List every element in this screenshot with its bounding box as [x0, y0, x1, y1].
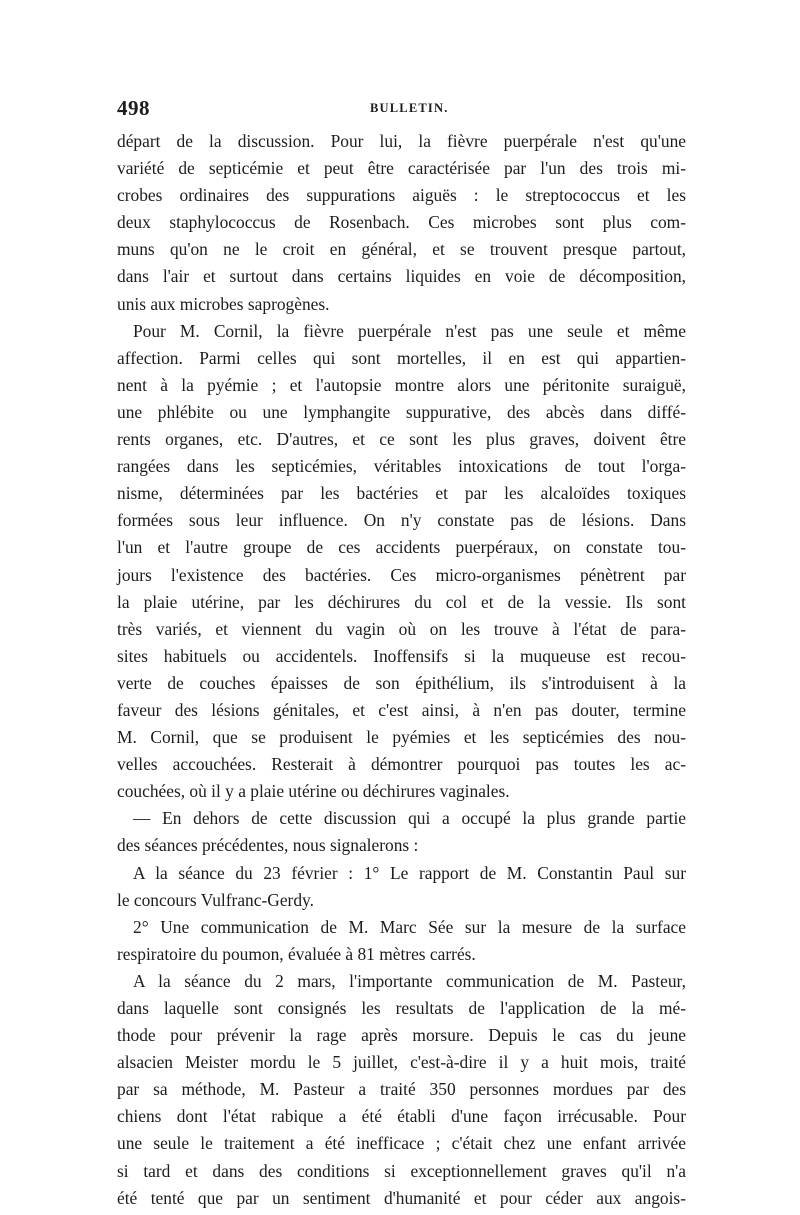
text-line: thode pour prévenir la rage après morsure. Depuis le cas du jeune: [117, 1025, 686, 1046]
text-line: très variés, et viennent du vagin où on les trouve à l'état de para-: [117, 618, 686, 639]
text-line: unis aux microbes saprogènes.: [117, 293, 330, 314]
text-line: une phlébite ou une lymphangite suppurative, des abcès dans diffé-: [117, 401, 686, 422]
text-line: affection. Parmi celles qui sont mortelles, il en est qui appartien-: [117, 347, 686, 368]
text-line: crobes ordinaires des suppurations aiguës : le streptococcus et les: [117, 185, 686, 206]
running-head: [117, 96, 687, 122]
text-line: rents organes, etc. D'autres, et ce sont les plus graves, doivent être: [117, 429, 686, 450]
text-line: la plaie utérine, par les déchirures du col et de la vessie. Ils sont: [117, 591, 686, 612]
text-line: 2° Une communication de M. Marc Sée sur la mesure de la surface: [133, 916, 686, 937]
text-line: A la séance du 23 février : 1° Le rapport de M. Constantin Paul sur: [133, 862, 686, 883]
text-line: variété de septicémie et peut être caractérisée par l'un des trois mi-: [117, 158, 686, 179]
text-line: rangées dans les septicémies, véritables intoxications de tout l'orga-: [117, 456, 686, 477]
text-line: faveur des lésions génitales, et c'est ainsi, à n'en pas douter, termine: [117, 699, 686, 720]
text-line: nisme, déterminées par les bactéries et par les alcaloïdes toxiques: [117, 483, 686, 504]
text-line: formées sous leur influence. On n'y constate pas de lésions. Dans: [117, 510, 686, 531]
body-text: [117, 128, 686, 1212]
text-line: si tard et dans des conditions si exceptionnellement graves qu'il n'a: [117, 1160, 686, 1181]
text-line: une seule le traitement a été inefficace ; c'était chez une enfant arrivée: [117, 1133, 686, 1154]
text-line: jours l'existence des bactéries. Ces micro-organismes pénètrent par: [117, 564, 686, 585]
text-line: alsacien Meister mordu le 5 juillet, c'est-à-dire il y a huit mois, traité: [117, 1052, 686, 1073]
text-line: sites habituels ou accidentels. Inoffensifs si la muqueuse est recou-: [117, 645, 686, 666]
text-line: nent à la pyémie ; et l'autopsie montre alors une péritonite suraiguë,: [117, 374, 686, 395]
text-line: par sa méthode, M. Pasteur a traité 350 personnes mordues par des: [117, 1079, 686, 1100]
text-line: Pour M. Cornil, la fièvre puerpérale n'est pas une seule et même: [133, 320, 686, 341]
text-line: le concours Vulfranc-Gerdy.: [117, 889, 314, 910]
text-line: des séances précédentes, nous signalerons :: [117, 835, 419, 856]
text-line: dans laquelle sont consignés les resultats de l'application de la mé-: [117, 998, 686, 1018]
text-line: l'un et l'autre groupe de ces accidents puerpéraux, on constate tou-: [117, 537, 686, 558]
text-line: velles accouchées. Resterait à démontrer pourquoi pas toutes les ac-: [117, 754, 686, 775]
text-line: muns qu'on ne le croit en général, et se trouvent presque partout,: [117, 239, 686, 260]
text-line: M. Cornil, que se produisent le pyémies et les septicémies des nou-: [117, 727, 686, 748]
text-line: respiratoire du poumon, évaluée à 81 mètres carrés.: [117, 943, 476, 964]
text-line: dans l'air et surtout dans certains liquides en voie de décomposition,: [117, 266, 686, 287]
page-number: 498: [117, 96, 150, 120]
text-line: deux staphylococcus de Rosenbach. Ces microbes sont plus com-: [117, 212, 686, 233]
text-line: verte de couches épaisses de son épithélium, ils s'introduisent à la: [117, 672, 686, 693]
text-line: chiens dont l'état rabique a été établi d'une façon irrécusable. Pour: [117, 1106, 686, 1127]
text-line: — En dehors de cette discussion qui a occupé la plus grande partie: [133, 808, 686, 829]
text-line: couchées, où il y a plaie utérine ou déchirures vaginales.: [117, 781, 510, 802]
text-line: été tenté que par un sentiment d'humanité et pour céder aux angois-: [117, 1187, 686, 1208]
running-title: BULLETIN.: [370, 101, 449, 115]
text-line: départ de la discussion. Pour lui, la fièvre puerpérale n'est qu'une: [117, 131, 686, 151]
text-line: A la séance du 2 mars, l'importante communication de M. Pasteur,: [133, 970, 686, 991]
